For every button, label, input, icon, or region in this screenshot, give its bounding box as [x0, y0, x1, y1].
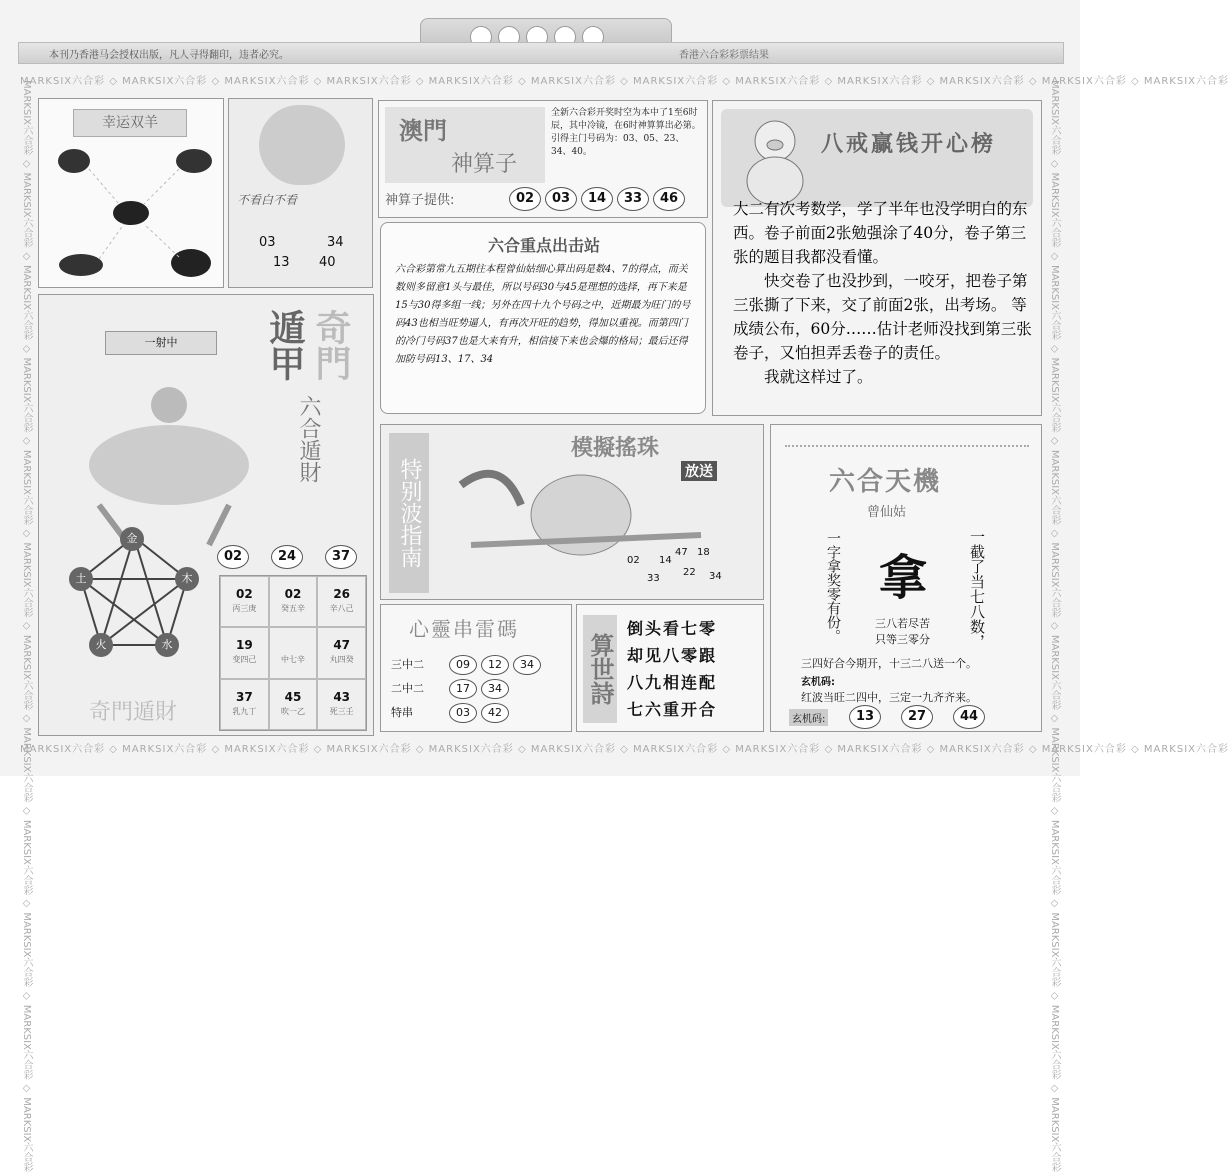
qimen-panel [38, 294, 374, 736]
grid-number: 26 [333, 587, 351, 601]
number-ball: 17 [449, 679, 477, 699]
shensuanzi-numbers [507, 187, 687, 211]
wave-vertical-title: 特别波指南 [389, 433, 429, 593]
girl-number: 03 [259, 235, 276, 250]
wave-number: 18 [697, 547, 710, 558]
watermark-left: MARKSIX六合彩 ◇ MARKSIX六合彩 ◇ MARKSIX六合彩 ◇ MARKSIX六合彩 ◇ MARKSIX六合彩 ◇ MARKSIX六合彩 ◇ MARKSIX六合彩 ◇ MARKSIX六合彩 ◇ MARKSIX六合彩 ◇ MARKSIX六合彩 ◇ MARKSIX六合彩 ◇ MARKSIX六合彩 [21, 80, 32, 1172]
number-ball: 02 [509, 187, 541, 211]
grid-cell [269, 679, 318, 730]
story-paragraph: 大二有次考数学，学了半年也没学明白的东西。卷子前面2张勉强涂了40分，卷子第三张的题目我都没看懂。 [733, 200, 1028, 266]
poem-title: 算世詩 [583, 615, 617, 723]
xinling-rows [391, 653, 543, 725]
xinling-row [391, 701, 543, 725]
grid-number: 02 [235, 587, 253, 601]
top-banner [18, 42, 1064, 64]
tianji-line1: 三四好合今期开，十三二八送一个。 [801, 657, 977, 670]
wave-number: 14 [659, 555, 672, 566]
tianji-middle-line1: 三八若尽苦 [875, 617, 930, 630]
girl-number: 13 [273, 255, 290, 270]
number-ball: 24 [271, 545, 303, 569]
number-ball: 34 [513, 655, 541, 675]
number-ball: 42 [481, 703, 509, 723]
row-label: 三中二 [391, 658, 424, 671]
grid-number [270, 638, 317, 654]
grid-cell [317, 627, 366, 678]
wave-number: 34 [709, 571, 722, 582]
lucky-animals-panel [38, 98, 224, 288]
shensuanzi-blurb: 全新六合彩开奖时空为本中了1至6时辰，其中冷镜，在6时神算算出必第。引得主门号码为：03、05、23、34、40。 [551, 108, 701, 157]
number-ball: 27 [901, 705, 933, 729]
number-ball: 14 [581, 187, 613, 211]
girl-numbers [229, 225, 374, 283]
element-node: 金 [120, 527, 144, 551]
grid-cell [269, 576, 318, 627]
grid-label: 辛八己 [329, 604, 354, 613]
grid-label: 丸四癸 [329, 655, 354, 665]
animals-title: 幸运双羊 [73, 109, 187, 137]
tianji-middle-line2: 只等三零分 [875, 633, 930, 646]
girl-number: 34 [327, 235, 344, 250]
element-node: 水 [155, 633, 179, 657]
poem-line: 却见八零跟 [627, 646, 718, 665]
tianji-line2: 红波当旺二四中，三定一九齐齐来。 [801, 691, 977, 704]
pigsy-title: 八戒赢钱开心榜 [821, 131, 997, 157]
element-node: 土 [69, 567, 93, 591]
xinling-panel [380, 604, 572, 732]
portrait-image [259, 105, 345, 185]
grid-label: 癸五辛 [280, 604, 305, 613]
zodiac-animals-illustration [39, 99, 225, 289]
number-ball: 34 [481, 679, 509, 699]
wave-subtitle: 放送 [681, 461, 717, 481]
number-ball: 13 [849, 705, 881, 729]
tianji-label: 玄机码: [801, 677, 835, 688]
number-ball: 03 [449, 703, 477, 723]
shensuanzi-panel [378, 100, 708, 218]
qimen-subtitle: 六合遁財 [296, 395, 321, 483]
qimen-title-a: 遁甲 [264, 309, 306, 381]
row-label: 二中二 [391, 682, 424, 695]
provider-label: 神算子提供: [385, 193, 455, 208]
tianji-panel [770, 424, 1042, 732]
focus-panel [380, 222, 706, 414]
tianji-big-char: 拿 [879, 550, 928, 606]
grid-cell [220, 679, 269, 730]
ribbon-decoration [785, 429, 1029, 447]
number-ball: 02 [217, 545, 249, 569]
girl-caption: 不看白不看 [237, 193, 298, 207]
grid-cell [269, 627, 318, 678]
focus-text: 六合彩第常九五期往本程曾仙姑细心算出码是数4、7的得点，而关数则多留意1头与最佳，所以号码30与45是理想的选择，再下来是15与30得多组一线；另外在四十九个号码之中，近期最为旺门的号码43也相当旺势逼人，有再次开旺的趋势，得加以重视。而第四门的冷门号码37也是大来有升，相信接下来也会爆的格局；最后还得加防号码13、17、34 [395, 264, 691, 365]
shensuanzi-title-box [385, 107, 545, 183]
number-ball: 09 [449, 655, 477, 675]
grid-label: 死三壬 [329, 706, 354, 716]
watermark-top: MARKSIX六合彩 ◇ MARKSIX六合彩 ◇ MARKSIX六合彩 ◇ MARKSIX六合彩 ◇ MARKSIX六合彩 ◇ MARKSIX六合彩 ◇ MARKSIX六合彩 ◇ MARKSIX六合彩 ◇ MARKSIX六合彩 ◇ MARKSIX六合彩 ◇ MARKSIX六合彩 ◇ MARKSIX六合彩 [20, 76, 1229, 87]
grid-cell [220, 576, 269, 627]
xinling-title: 心靈串雷碼 [409, 617, 519, 641]
grid-label: 乳九丁 [232, 706, 257, 716]
number-ball: 46 [653, 187, 685, 211]
qimen-top-numbers [215, 545, 359, 569]
xinling-row [391, 677, 543, 701]
xinling-row [391, 653, 543, 677]
qimen-bottom-text: 奇門遁財 [89, 700, 178, 725]
poem-lines [627, 615, 717, 723]
grid-label: 变四己 [232, 655, 257, 665]
qimen-banner: 一射中 [105, 331, 217, 355]
number-ball: 33 [617, 187, 649, 211]
poem-line: 七六重开合 [627, 700, 718, 719]
tianji-right-vertical: 一截了当七八数， [968, 529, 986, 649]
copyright-notice: 本刊乃香港马会授权出版，凡人寻得翻印，违者必究。 [49, 50, 289, 61]
tianji-code-label: 玄机码: [789, 709, 828, 726]
grid-number: 47 [333, 638, 351, 653]
wave-number: 02 [627, 555, 640, 566]
pigsy-panel [712, 100, 1042, 416]
grid-number: 43 [333, 689, 351, 704]
watermark-right: MARKSIX六合彩 ◇ MARKSIX六合彩 ◇ MARKSIX六合彩 ◇ MARKSIX六合彩 ◇ MARKSIX六合彩 ◇ MARKSIX六合彩 ◇ MARKSIX六合彩 ◇ MARKSIX六合彩 ◇ MARKSIX六合彩 ◇ MARKSIX六合彩 ◇ MARKSIX六合彩 ◇ MARKSIX六合彩 [1049, 80, 1060, 1172]
number-ball: 12 [481, 655, 509, 675]
grid-cell [220, 627, 269, 678]
poem-line: 八九相连配 [627, 673, 718, 692]
number-ball: 44 [953, 705, 985, 729]
grid-number: 19 [235, 638, 253, 653]
poem-line: 倒头看七零 [627, 619, 718, 638]
focus-title: 六合重点出击站 [487, 236, 600, 255]
qimen-title-b: 奇門 [310, 309, 352, 381]
tianji-left-vertical: 一字拿奖零有份。 [825, 531, 841, 643]
number-ball: 03 [545, 187, 577, 211]
grid-cell [317, 679, 366, 730]
wave-number: 47 [675, 547, 688, 558]
story-paragraph: 快交卷了也没抄到，一咬牙，把卷子第三张撕了下来，交了前面2张，出考场。 等成绩公布，60分……估计老师没找到第三张卷子，又怕担弄丢卷子的责任。 [733, 272, 1032, 362]
wave-number: 33 [647, 573, 660, 584]
girl-panel [228, 98, 373, 288]
grid-number: 02 [284, 587, 302, 601]
wave-number: 22 [683, 567, 696, 578]
shensuanzi-title-a: 澳門 [399, 116, 447, 145]
row-label: 特串 [391, 706, 413, 719]
poem-panel [576, 604, 764, 732]
grid-label: 中七辛 [280, 655, 305, 665]
grid-label: 吹一乙 [280, 706, 305, 716]
tianji-numbers [847, 705, 987, 729]
element-node: 木 [175, 567, 199, 591]
tianji-title: 六合天機 [829, 467, 942, 497]
number-ball: 37 [325, 545, 357, 569]
element-node: 火 [89, 633, 113, 657]
qimen-grid [219, 575, 367, 731]
watermark-bottom: MARKSIX六合彩 ◇ MARKSIX六合彩 ◇ MARKSIX六合彩 ◇ MARKSIX六合彩 ◇ MARKSIX六合彩 ◇ MARKSIX六合彩 ◇ MARKSIX六合彩 ◇ MARKSIX六合彩 ◇ MARKSIX六合彩 ◇ MARKSIX六合彩 ◇ MARKSIX六合彩 ◇ MARKSIX六合彩 [20, 744, 1229, 755]
shensuanzi-title-b: 神算子 [451, 152, 518, 177]
wave-numbers [621, 545, 741, 595]
grid-cell [317, 576, 366, 627]
tianji-author: 曾仙姑 [867, 505, 907, 520]
grid-label: 丙三庚 [232, 604, 257, 613]
story-paragraph: 我就这样过了。 [764, 368, 873, 386]
pigsy-story [733, 197, 1033, 389]
grid-number: 45 [284, 689, 302, 704]
wave-panel [380, 424, 764, 600]
girl-number: 40 [319, 255, 336, 270]
grid-number: 37 [235, 689, 253, 704]
header-right-text: 香港六合彩彩票结果 [679, 50, 769, 61]
wave-title: 模擬搖珠 [571, 435, 660, 461]
